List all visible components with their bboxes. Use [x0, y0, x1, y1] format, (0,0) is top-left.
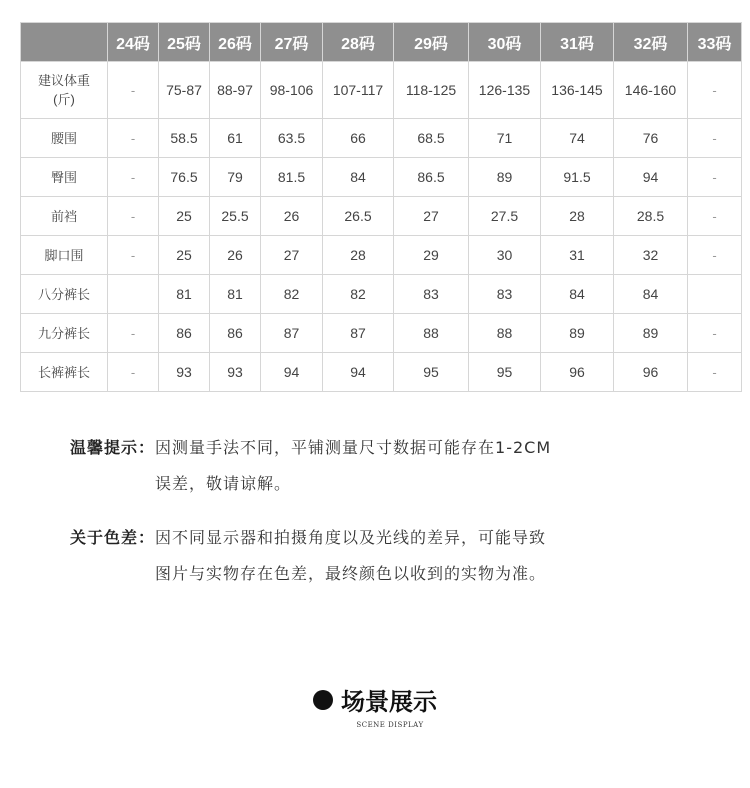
size-header-cell: 24码: [108, 23, 159, 62]
size-value-cell: 87: [261, 314, 323, 353]
size-value-cell: 93: [210, 353, 261, 392]
size-value-cell: -: [688, 353, 742, 392]
row-label: 臀围: [21, 158, 108, 197]
row-label: 九分裤长: [21, 314, 108, 353]
size-value-cell: -: [688, 119, 742, 158]
size-header-cell: 30码: [469, 23, 541, 62]
size-value-cell: 81: [210, 275, 261, 314]
size-value-cell: -: [108, 158, 159, 197]
size-value-cell: -: [108, 236, 159, 275]
size-header-cell: 29码: [394, 23, 469, 62]
size-value-cell: 27.5: [469, 197, 541, 236]
size-value-cell: 28: [541, 197, 614, 236]
size-value-cell: 26: [261, 197, 323, 236]
size-value-cell: 87: [323, 314, 394, 353]
size-value-cell: 58.5: [159, 119, 210, 158]
size-value-cell: 84: [541, 275, 614, 314]
tip-line: 因测量手法不同，平铺测量尺寸数据可能存在1-2CM: [155, 438, 552, 457]
size-table-row: [21, 197, 742, 236]
size-value-cell: 91.5: [541, 158, 614, 197]
size-value-cell: 89: [614, 314, 688, 353]
size-value-cell: 29: [394, 236, 469, 275]
row-label: 前裆: [21, 197, 108, 236]
size-table-row: [21, 158, 742, 197]
size-value-cell: 86: [159, 314, 210, 353]
size-header-row: [21, 23, 742, 62]
size-value-cell: 94: [261, 353, 323, 392]
color-line: 图片与实物存在色差，最终颜色以收到的实物为准。: [155, 564, 547, 583]
color-text: [155, 520, 546, 592]
size-value-cell: 68.5: [394, 119, 469, 158]
size-value-cell: 79: [210, 158, 261, 197]
size-value-cell: -: [108, 62, 159, 119]
size-header-corner: [21, 23, 108, 62]
size-value-cell: 94: [614, 158, 688, 197]
size-value-cell: 95: [394, 353, 469, 392]
scene-title-row: [313, 682, 437, 717]
size-value-cell: 30: [469, 236, 541, 275]
size-header-cell: 32码: [614, 23, 688, 62]
scene-display-heading: [0, 682, 750, 729]
size-header-cell: 27码: [261, 23, 323, 62]
size-value-cell: -: [108, 119, 159, 158]
size-table-row: [21, 236, 742, 275]
size-value-cell: 98-106: [261, 62, 323, 119]
size-value-cell: 76.5: [159, 158, 210, 197]
tip-label: 温馨提示：: [70, 438, 156, 457]
size-value-cell: 88: [469, 314, 541, 353]
size-value-cell: 26.5: [323, 197, 394, 236]
size-value-cell: 81: [159, 275, 210, 314]
size-value-cell: -: [688, 158, 742, 197]
size-header-cell: 28码: [323, 23, 394, 62]
size-value-cell: 25.5: [210, 197, 261, 236]
size-header-cell: 33码: [688, 23, 742, 62]
size-value-cell: -: [688, 314, 742, 353]
size-value-cell: 32: [614, 236, 688, 275]
size-value-cell: 82: [261, 275, 323, 314]
size-value-cell: 27: [261, 236, 323, 275]
size-value-cell: [108, 275, 159, 314]
size-value-cell: 86: [210, 314, 261, 353]
size-table-row: [21, 275, 742, 314]
size-value-cell: 84: [614, 275, 688, 314]
size-value-cell: 71: [469, 119, 541, 158]
size-header-cell: 31码: [541, 23, 614, 62]
size-table-row: [21, 119, 742, 158]
size-value-cell: 28: [323, 236, 394, 275]
size-table-body: [21, 62, 742, 392]
size-value-cell: 26: [210, 236, 261, 275]
size-value-cell: 83: [469, 275, 541, 314]
size-value-cell: 75-87: [159, 62, 210, 119]
size-header-cell: 26码: [210, 23, 261, 62]
size-value-cell: 88: [394, 314, 469, 353]
size-value-cell: -: [688, 62, 742, 119]
size-value-cell: -: [108, 197, 159, 236]
size-value-cell: 89: [469, 158, 541, 197]
size-value-cell: -: [108, 353, 159, 392]
size-value-cell: 83: [394, 275, 469, 314]
size-header-cell: 25码: [159, 23, 210, 62]
size-value-cell: 82: [323, 275, 394, 314]
size-value-cell: 94: [323, 353, 394, 392]
size-chart-table: [20, 22, 742, 392]
color-note: [70, 520, 710, 592]
size-table-row: [21, 353, 742, 392]
size-value-cell: -: [108, 314, 159, 353]
size-value-cell: 25: [159, 236, 210, 275]
tip-line: 误差，敬请谅解。: [155, 474, 292, 493]
size-value-cell: 93: [159, 353, 210, 392]
color-label: 关于色差：: [70, 528, 156, 547]
size-value-cell: 96: [614, 353, 688, 392]
size-value-cell: 136-145: [541, 62, 614, 119]
size-table-row: [21, 314, 742, 353]
size-value-cell: 96: [541, 353, 614, 392]
row-label: 脚口围: [21, 236, 108, 275]
size-value-cell: 61: [210, 119, 261, 158]
size-value-cell: 63.5: [261, 119, 323, 158]
row-label: 建议体重 (斤): [21, 62, 108, 119]
size-value-cell: 89: [541, 314, 614, 353]
size-value-cell: 126-135: [469, 62, 541, 119]
size-value-cell: 118-125: [394, 62, 469, 119]
size-value-cell: 27: [394, 197, 469, 236]
size-value-cell: 88-97: [210, 62, 261, 119]
size-value-cell: 74: [541, 119, 614, 158]
tip-note: [70, 430, 710, 502]
size-value-cell: 81.5: [261, 158, 323, 197]
bullet-dot-icon: [313, 690, 333, 710]
notes-section: [70, 430, 710, 610]
size-value-cell: 146-160: [614, 62, 688, 119]
size-value-cell: [688, 275, 742, 314]
size-value-cell: 25: [159, 197, 210, 236]
size-value-cell: 84: [323, 158, 394, 197]
size-value-cell: -: [688, 197, 742, 236]
size-value-cell: 95: [469, 353, 541, 392]
size-value-cell: -: [688, 236, 742, 275]
size-value-cell: 107-117: [323, 62, 394, 119]
size-value-cell: 31: [541, 236, 614, 275]
scene-title: 场景展示: [341, 687, 437, 716]
tip-text: [155, 430, 551, 502]
color-line: 因不同显示器和拍摄角度以及光线的差异，可能导致: [155, 528, 547, 547]
size-value-cell: 66: [323, 119, 394, 158]
size-value-cell: 76: [614, 119, 688, 158]
row-label: 八分裤长: [21, 275, 108, 314]
size-value-cell: 28.5: [614, 197, 688, 236]
row-label: 长裤裤长: [21, 353, 108, 392]
size-value-cell: 86.5: [394, 158, 469, 197]
size-table-row: [21, 62, 742, 119]
row-label: 腰围: [21, 119, 108, 158]
scene-subtitle: SCENE DISPLAY: [356, 721, 424, 729]
